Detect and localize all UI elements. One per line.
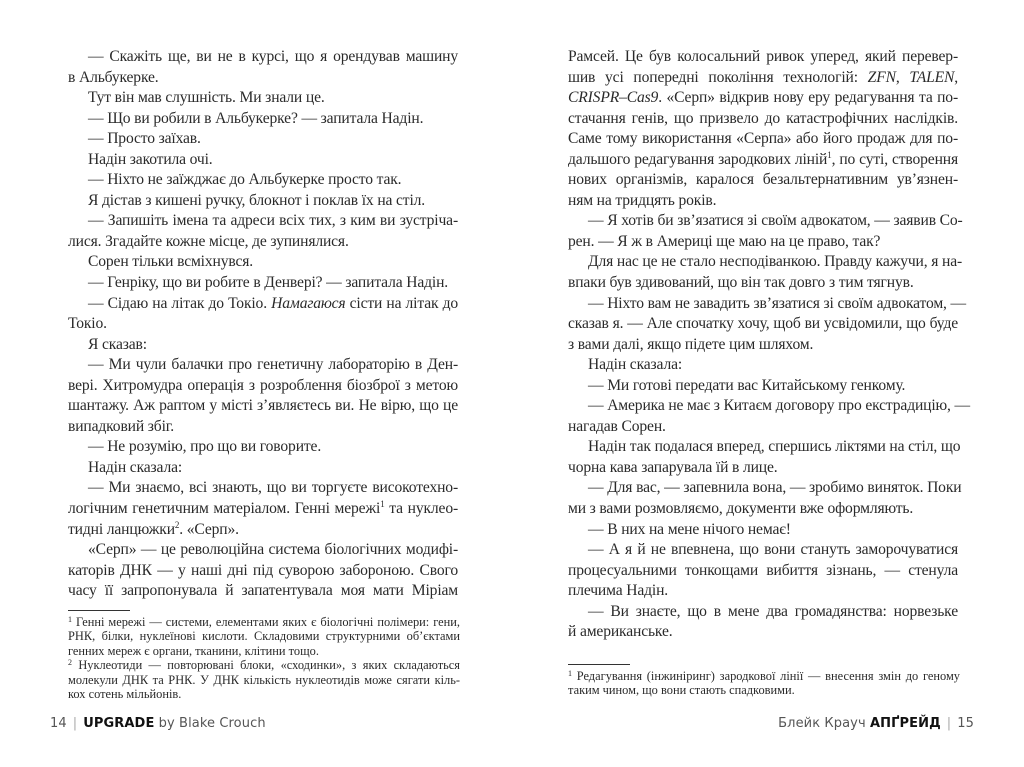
text-run: генних мереж є органи, тканини, клітини тощо. xyxy=(68,643,319,658)
text-line xyxy=(68,273,458,294)
text-line xyxy=(568,417,958,438)
text-run: , xyxy=(895,68,910,86)
text-line xyxy=(568,109,958,130)
text-run: Надін закотила очі. xyxy=(88,150,213,168)
right-page xyxy=(512,0,1024,767)
text-run: Сорен тільки всміхнувся. xyxy=(88,253,254,271)
page-number: 15 xyxy=(957,716,974,731)
text-run: Для нас це не стало несподіванкою. Правду кажучи, я на- xyxy=(588,253,963,271)
text-run: й американське. xyxy=(568,623,673,641)
footnote-line xyxy=(68,658,460,672)
text-line xyxy=(68,437,458,458)
book-title: АПҐРЕЙД xyxy=(869,716,941,731)
text-line xyxy=(68,520,458,541)
right-running-footer xyxy=(778,716,974,731)
text-run: нагадав Сорен. xyxy=(568,417,666,435)
text-line xyxy=(68,561,458,582)
text-run: — Ви знаєте, що в мене два громадянства: норвезьке xyxy=(588,602,958,620)
text-line xyxy=(68,335,458,356)
text-line xyxy=(68,355,458,376)
text-line xyxy=(68,47,458,68)
text-run: плечима Надін. xyxy=(568,582,669,600)
footnote-ref: 2 xyxy=(174,519,180,530)
text-line xyxy=(68,499,458,520)
separator: | xyxy=(72,716,78,731)
text-run: — Ми готові передати вас Китайському генкому. xyxy=(588,376,906,394)
italic-run: Намагаюся xyxy=(271,294,346,312)
text-run: та нуклео- xyxy=(384,500,459,518)
text-line xyxy=(568,437,961,458)
text-line xyxy=(68,478,458,499)
text-line xyxy=(568,376,958,397)
text-run: Тут він мав слушність. Ми знали це. xyxy=(88,89,325,107)
text-line xyxy=(568,396,970,417)
footnote-ref: 1 xyxy=(568,669,572,678)
text-line xyxy=(68,417,458,438)
text-line xyxy=(568,314,958,335)
text-run: Рамсей. Це був колосальний ривок уперед, який перевер- xyxy=(568,48,958,65)
text-run: лися. Згадайте кожне місце, де зупинялися. xyxy=(68,232,349,250)
text-line xyxy=(568,68,958,89)
book-author: by Blake Crouch xyxy=(158,716,266,731)
text-run: логічним генетичним матеріалом. Генні мережі xyxy=(68,500,381,518)
footnote-line xyxy=(68,644,460,658)
text-run: Я сказав: xyxy=(88,335,147,353)
footnote-line xyxy=(568,669,960,683)
text-line xyxy=(68,129,458,150)
text-run: — Ніхто не заїжджає до Альбукерке просто так. xyxy=(88,171,402,189)
text-line xyxy=(68,581,458,602)
text-line xyxy=(68,109,458,130)
text-line xyxy=(68,232,458,253)
text-run: сказав я. — Але спочатку хочу, щоб ви усвідомили, що буде xyxy=(568,315,958,333)
text-run: таким чином, що вони стають спадковими. xyxy=(568,683,795,698)
text-run: — Сідаю на літак до Токіо. xyxy=(88,294,272,312)
text-line xyxy=(68,458,458,479)
italic-run: CRISPR–Cas9 xyxy=(568,89,659,107)
text-line xyxy=(568,561,958,582)
text-run: каторів ДНК — у наші дні під суворою забороною. Свого xyxy=(68,561,458,579)
text-line xyxy=(568,47,958,68)
text-line xyxy=(568,335,958,356)
text-run: в Альбукерке. xyxy=(68,68,159,86)
text-line xyxy=(68,294,458,315)
text-run: Я дістав з кишені ручку, блокнот і поклав їх на стіл. xyxy=(88,191,426,209)
text-line xyxy=(68,252,458,273)
text-run: — Ми знаємо, всі знають, що ви торгуєте високотехно- xyxy=(88,479,458,497)
text-line xyxy=(568,499,958,520)
text-run: — Для вас, — запевнила вона, — зробимо виняток. Поки xyxy=(588,479,962,497)
text-run: Токіо. xyxy=(68,315,107,333)
footnote-rule xyxy=(568,664,630,665)
text-line xyxy=(568,191,958,212)
text-run: — Генріку, що ви робите в Денвері? — запитала Надін. xyxy=(88,274,449,292)
text-run: РНК, білки, нуклеїнові кислоти. Складовими структурними об’єктами xyxy=(68,629,460,644)
text-line xyxy=(68,170,458,191)
text-run: Саме тому використання «Серпа» або його продаж для по- xyxy=(568,130,958,148)
text-line xyxy=(568,581,958,602)
text-run: — Ніхто вам не завадить зв’язатися зі своїм адвокатом, — xyxy=(588,294,966,312)
left-footnotes xyxy=(68,615,460,701)
text-run: — В них на мене нічого немає! xyxy=(588,520,791,538)
text-run: , по суті, створення xyxy=(831,150,958,168)
italic-run: TALEN xyxy=(909,68,955,86)
text-line xyxy=(568,129,958,150)
text-run: — Я хотів би зв’язатися зі своїм адвокатом, — заявив Со- xyxy=(588,212,963,230)
text-run: впаки був здивований, що він так довго з тим тягнув. xyxy=(568,274,914,292)
text-run: Нуклеотиди — повторювані блоки, «сходинки», з яких складаються xyxy=(72,658,460,673)
text-line xyxy=(568,170,958,191)
text-line xyxy=(568,602,958,623)
footnote-line xyxy=(68,629,460,643)
footnote-ref: 1 xyxy=(827,149,832,160)
text-run: — Ми чули балачки про генетичну лабораторію в Ден- xyxy=(88,356,458,374)
footnote-line xyxy=(568,683,960,697)
book-title: UPGRADE xyxy=(83,716,155,731)
text-run: «Серп» — це революційна система біологічних модифі- xyxy=(88,541,458,559)
text-line xyxy=(68,540,458,561)
text-line xyxy=(568,211,963,232)
text-run: — Запишіть імена та адреси всіх тих, з ким ви зустріча- xyxy=(88,212,458,230)
text-run: стачання генів, що призвело до катастрофічних наслідків. xyxy=(568,109,958,127)
text-line xyxy=(68,191,458,212)
text-line xyxy=(68,211,458,232)
text-run: — Скажіть ще, ви не в курсі, що я орендував машину xyxy=(88,48,458,65)
text-line xyxy=(568,355,958,376)
text-line xyxy=(568,150,958,171)
text-run: шантажу. Аж раптом у місті з’являєтесь ви. Не вірю, що це xyxy=(68,397,458,415)
footnote-line xyxy=(68,673,460,687)
text-run: — Америка не має з Китаєм договору про екстрадицію, — xyxy=(588,397,970,415)
left-running-footer xyxy=(50,716,266,731)
text-run: тидні ланцюжки xyxy=(68,520,175,538)
footnote-line xyxy=(68,687,460,701)
right-body-text xyxy=(568,47,970,643)
footnote-rule xyxy=(68,610,130,611)
text-run: ням на тридцять років. xyxy=(568,191,717,209)
book-author: Блейк Крауч xyxy=(778,716,866,731)
text-run: процесуальними тонкощами вибиття зізнань, — стенула xyxy=(568,561,958,579)
text-line xyxy=(568,622,958,643)
text-run: Надін сказала: xyxy=(88,458,183,476)
text-run: вері. Хитромудра операція з розроблення біозброї з метою xyxy=(68,376,458,394)
text-run: Генні мережі — системи, елементами яких є біологічні полімери: гени, xyxy=(72,615,460,629)
text-run: . «Серп». xyxy=(179,520,239,538)
right-footnotes xyxy=(568,669,960,698)
text-run: — А я й не впевнена, що вони стануть заморочуватися xyxy=(588,541,958,559)
footnote-ref: 1 xyxy=(68,615,72,624)
left-body-text xyxy=(68,47,458,602)
separator: | xyxy=(946,716,952,731)
text-line xyxy=(68,396,458,417)
text-run: молекули ДНК та РНК. У ДНК кількість нуклеотидів може сягати кіль- xyxy=(68,672,460,687)
text-run: нових організмів, каралося безальтернативним ув’язнен- xyxy=(568,171,958,189)
text-run: випадковий збіг. xyxy=(68,417,175,435)
text-run: — Просто заїхав. xyxy=(88,130,201,148)
text-run: шив усі попередні покоління технологій: xyxy=(568,68,868,86)
text-line xyxy=(568,232,958,253)
footnote-line xyxy=(68,615,460,629)
italic-run: ZFN xyxy=(867,68,896,86)
text-run: Редагування (інжиніринг) зародкової лінії — внесення змін до геному xyxy=(572,669,960,683)
text-line xyxy=(568,88,958,109)
text-run: дальшого редагування зародкових ліній xyxy=(568,150,828,168)
text-line xyxy=(568,294,966,315)
text-run: ми з вами розмовляємо, документи вже оформляють. xyxy=(568,500,914,518)
text-line xyxy=(568,458,958,479)
text-run: , xyxy=(954,68,958,86)
text-run: Надін сказала: xyxy=(588,356,683,374)
text-run: чорна кава запарувала їй в лице. xyxy=(568,458,778,476)
text-line xyxy=(568,520,958,541)
text-line xyxy=(568,478,962,499)
text-line xyxy=(568,252,963,273)
text-line xyxy=(568,273,958,294)
text-run: часу її запропонувала й запатентувала моя мати Міріам xyxy=(68,582,458,600)
text-run: кох сотень мільйонів. xyxy=(68,686,182,701)
text-line xyxy=(68,314,458,335)
text-run: рен. — Я ж в Америці ще маю на це право, так? xyxy=(568,232,881,250)
text-run: з вами далі, якщо підете цим шляхом. xyxy=(568,335,814,353)
text-line xyxy=(68,68,458,89)
text-line xyxy=(68,88,458,109)
text-run: Надін так подалася вперед, спершись ліктями на стіл, що xyxy=(588,438,961,456)
footnote-ref: 2 xyxy=(68,658,72,668)
text-run: — Що ви робили в Альбукерке? — запитала Надін. xyxy=(88,109,424,127)
footnote-ref: 1 xyxy=(380,499,385,510)
text-line xyxy=(568,540,958,561)
text-line xyxy=(68,150,458,171)
text-line xyxy=(68,376,458,397)
text-run: . «Серп» відкрив нову еру редагування та по- xyxy=(658,89,958,107)
text-run: сісти на літак до xyxy=(345,294,459,312)
page-number: 14 xyxy=(50,716,67,731)
text-run: — Не розумію, про що ви говорите. xyxy=(88,438,322,456)
